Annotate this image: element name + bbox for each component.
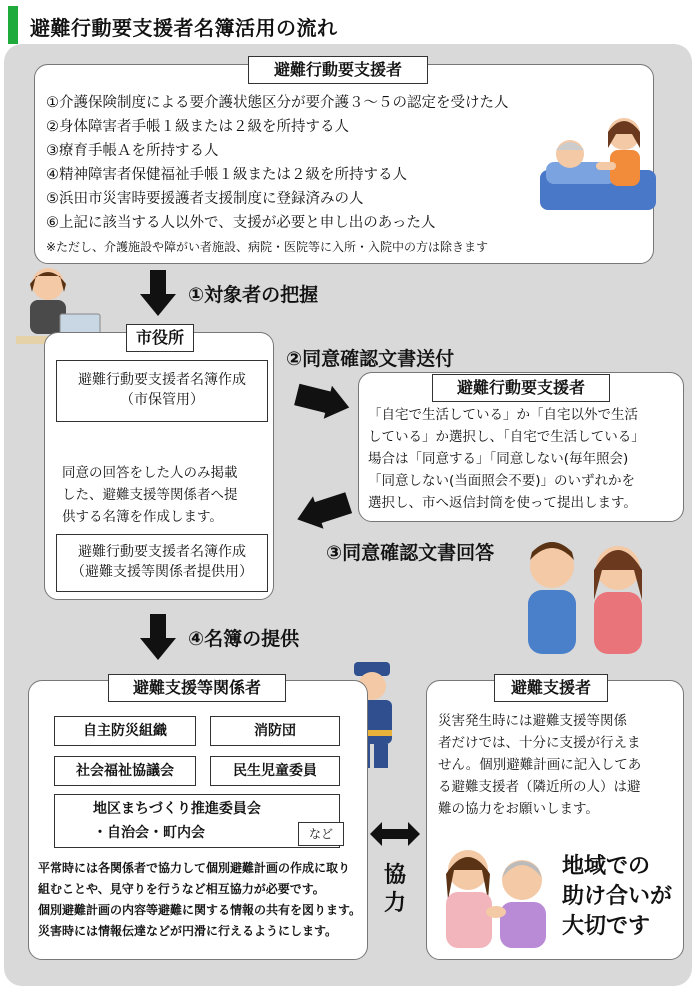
supporters-line: せん。個別避難計画に記入してあ — [438, 757, 642, 773]
city-description-line: 供する名簿を作成します。 — [62, 509, 223, 525]
eligibility-item: ⑥上記に該当する人以外で、支援が必要と申し出のあった人 — [46, 215, 436, 231]
eligibility-item: ⑤浜田市災害時要援護者支援制度に登録済みの人 — [46, 191, 364, 207]
org-wide-line-1: 地区まちづくり推進委員会 — [93, 801, 261, 817]
eligibility-item: ③療育手帳Ａを所持する人 — [46, 143, 219, 159]
community-message-line: 大切です — [562, 914, 651, 939]
consent-line: 場合は「同意する」「同意しない(毎年照会) — [368, 451, 629, 467]
stakeholders-text — [38, 858, 361, 942]
step-3-label: ③同意確認文書回答 — [326, 542, 495, 564]
supporters-line: る避難支援者（隣近所の人）は避 — [438, 779, 641, 795]
etc-box: など — [298, 822, 344, 846]
community-message-line: 助け合いが — [562, 884, 673, 909]
city-description — [62, 462, 272, 528]
city-hall-heading: 市役所 — [126, 324, 194, 352]
arrow-right-icon — [296, 384, 350, 418]
org-box: 民生児童委員 — [210, 756, 340, 786]
org-box: 社会福祉協議会 — [54, 756, 196, 786]
org-wide-line-2: ・自治会・町内会 — [93, 825, 205, 841]
stakeholders-line: 平常時には各関係者で協力して個別避難計画の作成に取り — [38, 861, 351, 875]
consent-text — [368, 404, 645, 514]
couple-illustration — [510, 530, 660, 660]
step-1-label: ①対象者の把握 — [188, 284, 319, 306]
city-description-line: した、避難支援等関係者へ提 — [62, 487, 238, 503]
eligibility-note: ※ただし、介護施設や障がい者施設、病院・医院等に入所・入院中の方は除きます — [46, 240, 489, 254]
stakeholders-line: 組むことや、見守りを行うなど相互協力が必要です。 — [38, 882, 325, 896]
org-box: 消防団 — [210, 716, 340, 746]
eligibility-item: ①介護保険制度による要介護状態区分が要介護３～５の認定を受けた人 — [46, 95, 509, 111]
consent-line: 「同意しない(当面照会不要)」のいずれかを — [368, 473, 636, 489]
page-title: 避難行動要支援者名簿活用の流れ — [30, 16, 338, 40]
step-4-label: ④名簿の提供 — [188, 628, 300, 650]
title-accent-bar — [8, 6, 18, 44]
consent-line: 「自宅で生活している」か「自宅以外で生活 — [368, 407, 638, 423]
supporters-heading: 避難支援者 — [494, 674, 608, 702]
city-list-box-2-sub: （避難支援等関係者提供用） — [71, 564, 253, 580]
city-list-box-1 — [56, 360, 268, 422]
org-box: 自主防災組織 — [54, 716, 196, 746]
arrow-left-down-icon — [296, 494, 350, 528]
city-list-box-1-title: 避難行動要支援者名簿作成 — [78, 372, 246, 388]
community-message — [562, 852, 672, 942]
supporters-line: 者だけでは、十分に支援が行えま — [438, 735, 641, 751]
community-message-line: 地域での — [562, 854, 651, 879]
arrow-down-icon — [140, 614, 176, 660]
supporters-line: 災害発生時には避難支援等関係 — [438, 713, 627, 729]
eligibility-item: ④精神障害者保健福祉手帳１級または２級を所持する人 — [46, 167, 407, 183]
eligibility-heading: 避難行動要支援者 — [248, 56, 428, 84]
stakeholders-line: 災害時には情報伝達などが円滑に行えるようにします。 — [38, 924, 338, 938]
city-list-box-1-sub: （市保管用） — [120, 392, 204, 408]
stakeholders-line: 個別避難計画の内容等避難に関する情報の共有を図ります。 — [38, 903, 362, 917]
consent-line: 選択し、市へ返信封筒を使って提出します。 — [368, 495, 637, 511]
city-list-box-2 — [56, 534, 268, 592]
cooperation-label: 協力 — [384, 863, 407, 916]
consent-line: している」か選択し、「自宅で生活している」 — [368, 429, 645, 445]
double-arrow-icon — [370, 822, 420, 846]
city-list-box-2-title: 避難行動要支援者名簿作成 — [78, 544, 246, 560]
caregiver-illustration — [536, 104, 660, 224]
stakeholders-heading: 避難支援等関係者 — [108, 674, 286, 702]
helping-neighbors-illustration — [434, 840, 558, 952]
arrow-down-icon — [140, 270, 176, 316]
supporters-line: 難の協力をお願いします。 — [438, 801, 599, 817]
consent-heading: 避難行動要支援者 — [432, 374, 610, 402]
step-2-label: ②同意確認文書送付 — [286, 348, 455, 370]
supporters-text — [438, 710, 641, 820]
eligibility-item: ②身体障害者手帳１級または２級を所持する人 — [46, 119, 349, 135]
city-description-line: 同意の回答をした人のみ掲載 — [62, 465, 238, 481]
